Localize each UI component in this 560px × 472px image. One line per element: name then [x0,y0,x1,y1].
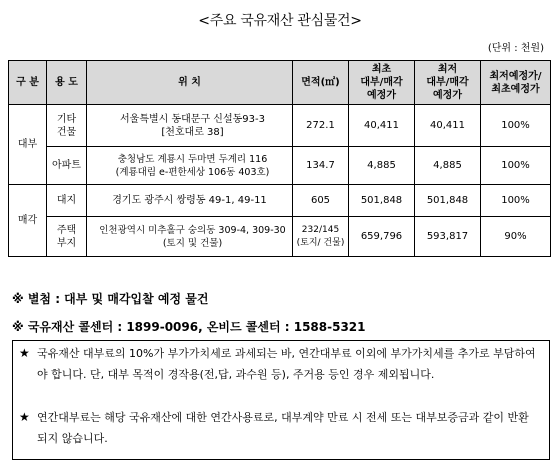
cell-location: 서울특별시 동대문구 신설동93-3 [천호대로 38] [87,105,293,147]
cell-current-price: 4,885 [415,147,481,185]
cell-area: 272.1 [293,105,349,147]
notice-vat-text: 국유재산 대부료의 10%가 부가가치세로 과세되는 바, 연간대부료 이외에 부가가치세를 추가로 부담하여야 합니다. 단, 대부 목적이 경작용(전,답, 과수원 등), 주거용 등인 경우 제외됩니다. [37,347,536,381]
cell-ratio: 100% [481,147,551,185]
header-location: 위 치 [87,61,293,105]
cell-area: 134.7 [293,147,349,185]
cell-ratio: 100% [481,105,551,147]
header-first-price: 최초 대부/매각 예정가 [349,61,415,105]
cell-current-price: 501,848 [415,185,481,217]
unit-label: (단위 : 천원) [487,43,544,54]
star-icon: ★ [19,346,30,360]
cell-location: 충청남도 계룡시 두마면 두계리 116 (계룡대림 e-편한세상 106동 403호) [87,147,293,185]
group-lease: 대부 [9,105,47,185]
notice-box [12,340,550,460]
cell-first-price: 501,848 [349,185,415,217]
header-area: 면적(㎡) [293,61,349,105]
table-row [9,217,551,257]
call-center-note: ※ 국유재산 콜센터 : 1899-0096, 온비드 콜센터 : 1588-5321 [12,320,366,334]
cell-location: 경기도 광주시 쌍령동 49-1, 49-11 [87,185,293,217]
table-row [9,105,551,147]
header-category: 구 분 [9,61,47,105]
cell-usage: 기타 건물 [47,105,87,147]
page-title: <주요 국유재산 관심물건> [198,13,362,29]
cell-first-price: 4,885 [349,147,415,185]
cell-ratio: 90% [481,217,551,257]
attachment-note: ※ 별첨 : 대부 및 매각입찰 예정 물건 [12,292,209,306]
cell-usage: 대지 [47,185,87,217]
table-header-row [9,61,551,105]
cell-area: 605 [293,185,349,217]
cell-first-price: 40,411 [349,105,415,147]
notice-deposit-text: 연간대부료는 해당 국유재산에 대한 연간사용료로, 대부계약 만료 시 전세 또는 대부보증금과 같이 반환되지 않습니다. [37,411,529,445]
cell-current-price: 593,817 [415,217,481,257]
table-row [9,147,551,185]
cell-usage: 아파트 [47,147,87,185]
header-usage: 용 도 [47,61,87,105]
group-sale: 매각 [9,185,47,257]
header-ratio: 최저예정가/ 최초예정가 [481,61,551,105]
cell-first-price: 659,796 [349,217,415,257]
header-current-price: 최저 대부/매각 예정가 [415,61,481,105]
table-row [9,185,551,217]
cell-current-price: 40,411 [415,105,481,147]
cell-location: 인천광역시 미추홀구 숭의동 309-4, 309-30 (토지 및 건물) [87,217,293,257]
notice-vat [19,343,539,385]
star-icon: ★ [19,410,30,424]
cell-usage: 주택 부지 [47,217,87,257]
property-table [8,60,551,257]
notice-deposit [19,407,539,449]
cell-ratio: 100% [481,185,551,217]
cell-area: 232/145 (토지/ 건물) [293,217,349,257]
